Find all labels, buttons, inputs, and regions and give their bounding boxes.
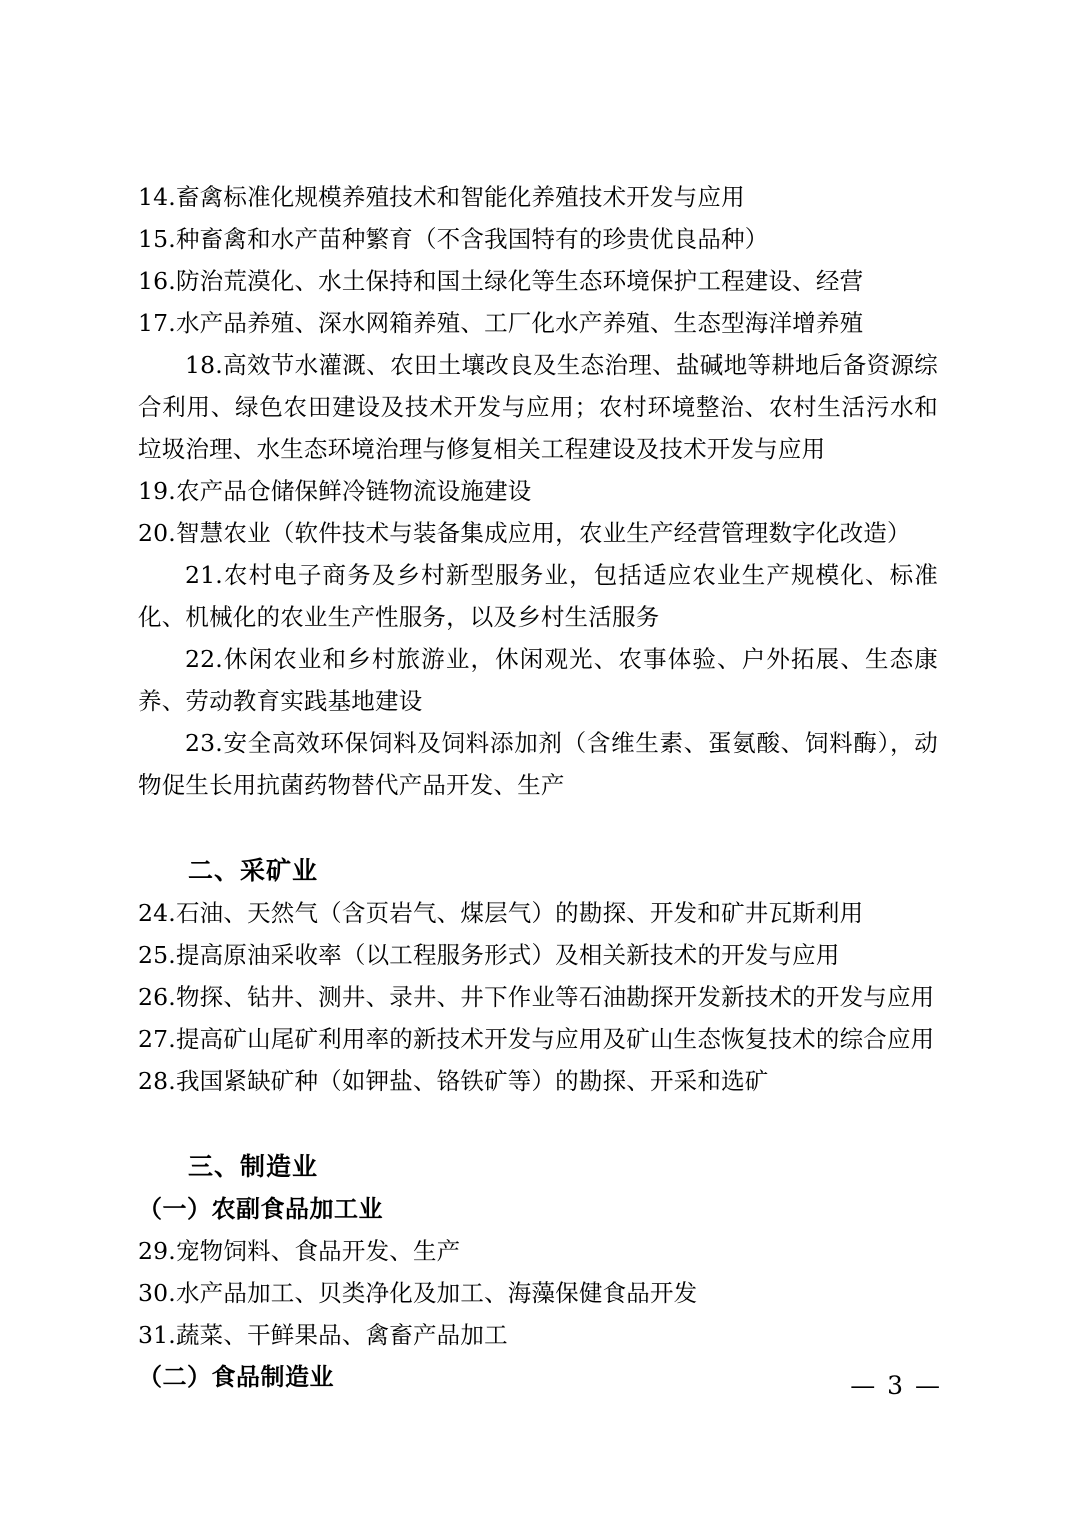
list-item: 21.农村电子商务及乡村新型服务业，包括适应农业生产规模化、标准化、机械化的农业生产性服务，以及乡村生活服务 xyxy=(138,561,938,631)
section-heading: 三、制造业 xyxy=(188,1152,319,1181)
list-item: 26.物探、钻井、测井、录井、井下作业等石油勘探开发新技术的开发与应用 xyxy=(138,983,935,1011)
list-item: 29.宠物饲料、食品开发、生产 xyxy=(138,1237,461,1265)
section-spacer xyxy=(138,806,938,850)
subsection-heading: （二）食品制造业 xyxy=(138,1363,334,1391)
page-number: — 3 — xyxy=(850,1371,942,1400)
document-body xyxy=(138,176,938,1398)
list-item: 22.休闲农业和乡村旅游业，休闲观光、农事体验、户外拓展、生态康养、劳动教育实践基地建设 xyxy=(138,645,938,715)
subsection-heading: （一）农副食品加工业 xyxy=(138,1195,383,1223)
list-item: 27.提高矿山尾矿利用率的新技术开发与应用及矿山生态恢复技术的综合应用 xyxy=(138,1025,935,1053)
list-item: 23.安全高效环保饲料及饲料添加剂（含维生素、蛋氨酸、饲料酶），动物促生长用抗菌药物替代产品开发、生产 xyxy=(138,729,938,799)
list-item: 28.我国紧缺矿种（如钾盐、铬铁矿等）的勘探、开采和选矿 xyxy=(138,1067,769,1095)
list-item: 15.种畜禽和水产苗种繁育（不含我国特有的珍贵优良品种） xyxy=(138,225,769,253)
list-item: 20.智慧农业（软件技术与装备集成应用，农业生产经营管理数字化改造） xyxy=(138,519,911,547)
list-item: 18.高效节水灌溉、农田土壤改良及生态治理、盐碱地等耕地后备资源综合利用、绿色农田建设及技术开发与应用；农村环境整治、农村生活污水和垃圾治理、水生态环境治理与修复相关工程建设及技术开发与应用 xyxy=(138,351,938,463)
list-item: 19.农产品仓储保鲜冷链物流设施建设 xyxy=(138,477,532,505)
list-item: 24.石油、天然气（含页岩气、煤层气）的勘探、开发和矿井瓦斯利用 xyxy=(138,899,864,927)
list-item: 31.蔬菜、干鲜果品、禽畜产品加工 xyxy=(138,1321,508,1349)
section-spacer xyxy=(138,1102,938,1146)
section-heading: 二、采矿业 xyxy=(188,856,319,885)
list-item: 25.提高原油采收率（以工程服务形式）及相关新技术的开发与应用 xyxy=(138,941,840,969)
list-item: 16.防治荒漠化、水土保持和国土绿化等生态环境保护工程建设、经营 xyxy=(138,267,864,295)
list-item: 17.水产品养殖、深水网箱养殖、工厂化水产养殖、生态型海洋增养殖 xyxy=(138,309,864,337)
list-item: 30.水产品加工、贝类净化及加工、海藻保健食品开发 xyxy=(138,1279,698,1307)
list-item: 14.畜禽标准化规模养殖技术和智能化养殖技术开发与应用 xyxy=(138,183,745,211)
